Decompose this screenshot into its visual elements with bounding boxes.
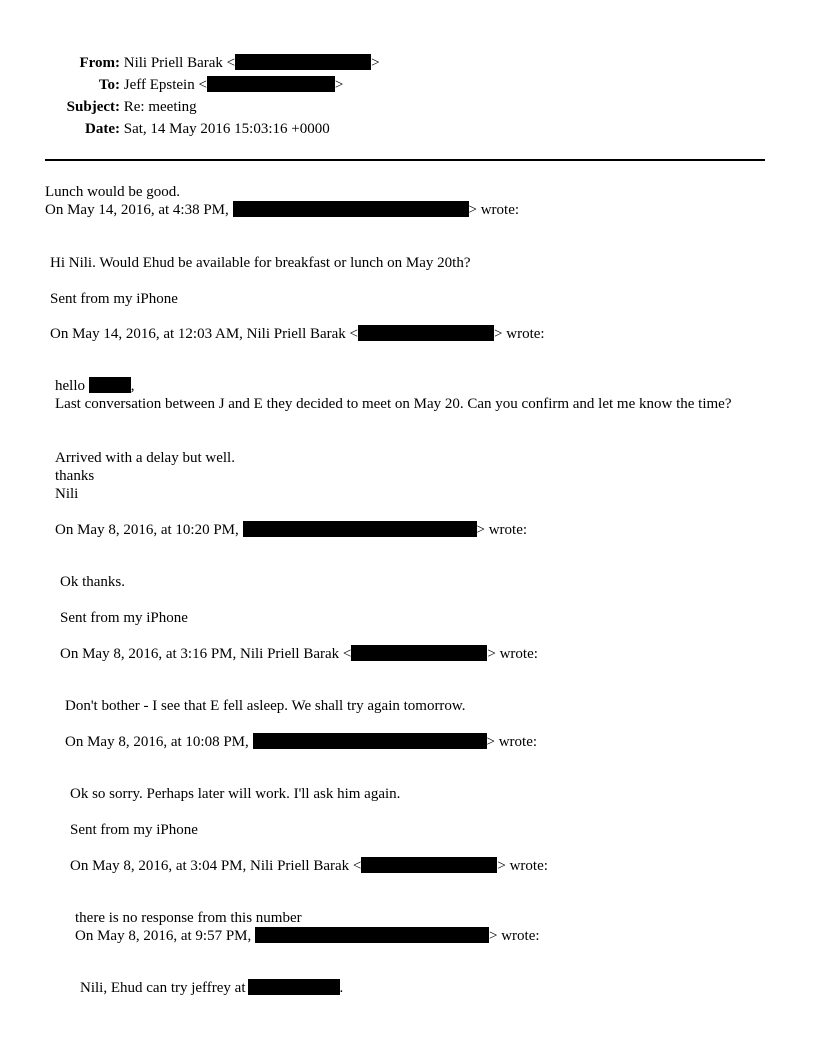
header-date-row [40,120,330,138]
redaction-bar [235,54,371,70]
from-value: Nili Priell Barak < [123,55,236,71]
hello-comma: , [130,378,135,394]
redaction-bar [243,521,477,537]
line-ok-thanks: Ok thanks. [60,574,125,590]
line-thanks: thanks [55,468,95,484]
header-to-row [40,76,343,94]
to-value: Jeff Epstein < [123,77,207,93]
header-subject-row [40,98,197,116]
quote-line-3 [55,521,527,539]
quote-line-6 [70,857,548,875]
subject-value: Re: meeting [123,99,197,115]
to-label: To: [98,77,120,93]
line-arrived: Arrived with a delay but well. [55,450,235,466]
wrote-text: > wrote: [486,734,538,750]
sent-from-iphone: Sent from my iPhone [60,610,188,626]
nili-ehud-text: Nili, Ehud can try jeffrey at [80,980,246,996]
redaction-bar [207,76,335,92]
line-signature-nili: Nili [55,486,79,502]
quote-prefix: On May 8, 2016, at 10:20 PM, [55,522,239,538]
quote-prefix: On May 8, 2016, at 9:57 PM, [75,928,252,944]
wrote-text: > wrote: [489,928,540,944]
quote-prefix: On May 14, 2016, at 12:03 AM, Nili Priell Barak < [50,326,359,342]
quote-line-5 [65,733,537,751]
redaction-bar [361,857,497,873]
sent-from-iphone: Sent from my iPhone [50,291,178,307]
hello-text: hello [55,378,85,394]
quote-prefix: On May 8, 2016, at 3:16 PM, Nili Priell Barak < [60,646,352,662]
subject-label: Subject: [66,99,120,115]
from-label: From: [79,55,120,71]
line-no-response: there is no response from this number [75,910,302,926]
redaction-bar [255,927,489,943]
line-dont-bother: Don't bother - I see that E fell asleep. We shall try again tomorrow. [65,698,466,714]
from-close: > [371,55,380,71]
redaction-bar [351,645,487,661]
quote-line-1 [45,201,519,219]
line-hello [55,377,135,395]
quote-line-7 [75,927,540,945]
wrote-text: > wrote: [468,202,520,218]
redaction-bar [233,201,469,217]
line-ok-sorry: Ok so sorry. Perhaps later will work. I'll ask him again. [70,786,401,802]
date-label: Date: [85,121,120,137]
line-lunch: Lunch would be good. [45,184,180,200]
redaction-bar [358,325,494,341]
to-close: > [334,77,344,93]
quote-line-2 [50,325,545,343]
quote-line-4 [60,645,538,663]
header-divider [45,159,765,161]
quote-prefix: On May 8, 2016, at 10:08 PM, [65,734,249,750]
wrote-text: > wrote: [476,522,528,538]
msg-hi-nili: Hi Nili. Would Ehud be available for breakfast or lunch on May 20th? [50,255,471,271]
line-last-conversation: Last conversation between J and E they decided to meet on May 20. Can you confirm and let me know the time? [55,396,732,412]
quote-prefix: On May 8, 2016, at 3:04 PM, Nili Priell Barak < [70,858,362,874]
sent-from-iphone: Sent from my iPhone [70,822,198,838]
header-from-row [40,54,380,72]
date-value: Sat, 14 May 2016 15:03:16 +0000 [123,121,330,137]
redaction-bar [89,377,131,393]
redaction-bar [248,979,340,995]
wrote-text: > wrote: [487,646,538,662]
wrote-text: > wrote: [497,858,548,874]
quote-prefix: On May 14, 2016, at 4:38 PM, [45,202,229,218]
wrote-text: > wrote: [494,326,545,342]
line-nili-ehud [80,979,343,997]
redaction-bar [253,733,487,749]
period: . [339,980,344,996]
